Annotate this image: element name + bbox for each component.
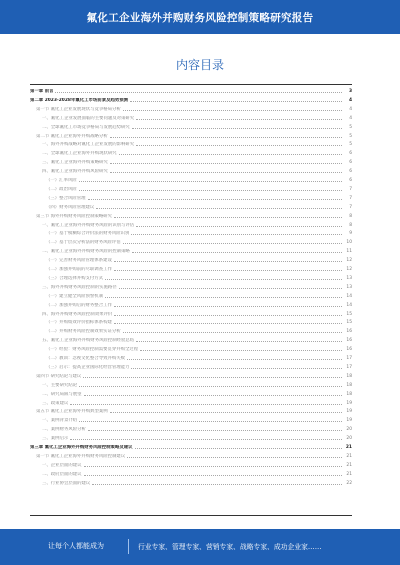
toc-page-number: 21 [345,445,352,450]
toc-leader-dots [96,208,342,209]
toc-entry[interactable] [30,175,352,183]
toc-page-number: 8 [349,222,352,228]
toc-page-number: 10 [346,240,352,246]
toc-leader-dots [119,154,342,155]
toc-entry[interactable] [30,362,352,370]
toc-entry-label: 二、氟化工企业海外并购财务风险的控制策略 [42,249,130,255]
toc-page-number: 16 [346,329,352,335]
toc-page-number: 5 [349,133,352,139]
toc-entry-label: 二、政府层面的建议 [42,471,82,477]
toc-entry-label: 一、氟化工企业发展面临的主要问题及对策研究 [42,115,135,121]
toc-page-number: 6 [349,151,352,157]
toc-entry[interactable] [30,246,352,254]
toc-entry-label: （三）启示：提高企业国际化经营管理能力 [46,364,130,370]
toc-entry[interactable] [30,469,352,477]
toc-entry-label: 三、案例启示 [42,436,69,442]
toc-page-number: 15 [346,320,352,326]
toc-page-number: 16 [346,347,352,353]
toc-leader-dots [110,137,342,138]
toc-entry[interactable] [30,415,352,423]
toc-page-number: 5 [349,142,352,148]
toc-entry[interactable] [30,202,352,210]
toc-heading: 内容目录 [175,58,224,72]
toc-entry-label: 五、氟化工企业海外并购财务风险控制经验总结 [42,338,135,344]
toc-entry-label: （三）整合风险管理 [46,195,86,201]
toc-entry-label: 二、全球氟化工市场竞争格局与发展趋势研究 [42,124,130,130]
toc-leader-dots [79,421,342,422]
toc-page-number: 4 [349,115,352,121]
toc-entry-label: 二、案例财务风险分析 [42,427,86,433]
toc-entry[interactable] [30,451,352,459]
toc-entry-label: 第一节 氟化工企业发展现状与竞争格局分析 [36,106,121,112]
toc-leader-dots [114,323,342,324]
toc-entry-label: （二）教训：忽视文化整合导致并购失败 [46,356,126,361]
toc-entry[interactable] [30,353,352,361]
toc-page-number: 18 [346,391,352,397]
toc-entry-label: 四、海外并购财务风险控制效果评价 [42,311,113,317]
toc-entry-label: （一）建立健全风险预警机制 [46,293,104,299]
toc-entry-label: （二）加强并购前的尽职调查工作 [46,267,112,272]
toc-entry-label: 二、研究局限与展望 [42,391,82,397]
toc-page-number: 19 [346,418,352,424]
toc-page-number: 11 [346,249,352,255]
header-bar [0,0,400,34]
toc-entry-label: 三、行业协会层面的建议 [42,480,91,486]
toc-leader-dots [55,92,342,93]
toc-page-number: 12 [346,267,352,272]
toc-entry[interactable] [30,211,352,219]
toc-entry[interactable] [30,184,352,192]
toc-entry-label: 第一节 氟化工企业海外并购财务风险控制建议 [36,453,126,459]
toc-leader-dots [136,226,342,227]
toc-page-number: 18 [346,373,352,379]
toc-page-number: 20 [346,427,352,433]
toc-entry[interactable] [30,193,352,201]
toc-leader-dots [123,332,342,333]
toc-leader-dots [114,306,342,307]
toc-entry-label: 第一章 前言 [30,89,54,94]
toc-page-number: 18 [346,382,352,388]
toc-entry[interactable] [30,309,352,317]
toc-entry-label: 一、氟化工企业海外并购财务风险的识别与评估 [42,222,135,228]
footer-slogan: 让每个人都能成为 [48,542,104,550]
toc-entry[interactable] [30,335,352,343]
toc-entry-label: （一）汇率风险 [46,178,77,183]
toc-entry[interactable] [30,139,352,147]
toc-entry[interactable] [30,433,352,441]
toc-page-number: 5 [349,124,352,130]
toc-entry-label: 一、案例背景介绍 [42,418,78,424]
toc-leader-dots [84,395,342,396]
toc-entry[interactable] [30,291,352,299]
toc-entry-label: 第二章 2023-2028年氟化工市场前景及趋势预测 [30,97,129,103]
toc-entry-label: （二）加强并购后的财务整合工作 [46,302,112,308]
toc-entry[interactable] [30,406,352,414]
footer-bar [0,529,400,565]
toc-page-number: 19 [346,400,352,406]
toc-entry-label: 四、氟化工企业海外并购风险研究 [42,169,108,175]
toc-entry[interactable] [30,344,352,352]
toc-chapter-entry[interactable] [30,95,352,103]
toc-page-number: 20 [346,436,352,442]
toc-entry-label: （二）基于层次分析法的财务风险评估 [46,240,121,246]
toc-leader-dots [136,119,342,120]
toc-page-number: 4 [349,106,352,112]
toc-entry[interactable] [30,273,352,281]
toc-leader-dots [83,377,342,378]
toc-leader-dots [132,128,342,129]
toc-page-number: 21 [346,453,352,459]
toc-leader-dots [92,484,342,485]
footer-roles: 行业专家、管理专家、营销专家、战略专家、成功企业家…… [138,543,322,551]
toc-entry-label: （二）政治风险 [46,186,77,192]
toc-page-number: 13 [346,275,352,281]
toc-page-number: 22 [346,480,352,486]
toc-page-number: 7 [349,186,352,192]
toc-page-number: 4 [348,97,352,103]
toc-page-number: 14 [346,293,352,299]
toc-leader-dots [132,252,342,253]
toc-chapter-entry[interactable] [30,86,352,94]
toc-entry-label: （二）并购财务风险控制效果实证分析 [46,329,121,335]
toc-entry-label: 三、氟化工企业海外并购策略研究 [42,160,108,166]
footer-divider [128,539,129,554]
toc-entry-label: 二、全球氟化工企业海外并购现状研究 [42,151,117,157]
toc-entry-label: 第五节 氟化工企业海外并购典型案例 [36,409,108,415]
toc-leader-dots [114,270,342,271]
toc-leader-dots [119,288,342,289]
toc-entry-label: 一、海外并购战略对氟化工企业发展的影响研究 [42,142,135,148]
toc-entry-label: （四）财务风险管理建议 [46,204,95,210]
toc-page-number: 6 [349,169,352,175]
toc-leader-dots [88,199,342,200]
toc-leader-dots [79,386,342,387]
toc-entry-label: 第二节 氟化工企业海外并购战略分析 [36,133,108,139]
toc-entry-label: 第三节 海外并购财务风险控制策略研究 [36,213,113,219]
toc-leader-dots [127,359,342,360]
toc-leader-dots [88,430,342,431]
toc-leader-dots [105,297,342,298]
toc-entry[interactable] [30,326,352,334]
toc-entry[interactable] [30,113,352,121]
toc-entry-label: （一）基于模糊综合评价法的财务风险识别 [46,231,130,237]
toc-entry[interactable] [30,282,352,290]
toc-leader-dots [114,217,342,218]
toc-entry[interactable] [30,389,352,397]
toc-leader-dots [123,243,342,244]
toc-entry-label: （一）完善财务风险管理体系建设 [46,258,112,264]
toc-page-number: 16 [346,338,352,344]
toc-page-number: 6 [349,178,352,183]
toc-entry-label: 一、企业层面的建议 [42,462,82,468]
toc-entry[interactable] [30,424,352,432]
toc-page-number: 6 [349,160,352,166]
toc-page-number: 8 [349,213,352,219]
toc-entry[interactable] [30,122,352,130]
toc-leader-dots [130,101,342,102]
toc-page-number: 17 [346,356,352,361]
toc-entry-label: 一、主要研究结论 [42,382,78,388]
toc-entry-label: （一）并购绩效评价指标体系构建 [46,320,112,326]
toc-page-number: 7 [349,204,352,210]
toc-entry[interactable] [30,104,352,112]
toc-entry-label: 第三章 氟化工企业海外并购财务风险控制策略及建议 [30,445,133,450]
toc-leader-dots [79,190,342,191]
toc-entry[interactable] [30,166,352,174]
toc-entry-label: 第四节 研究结论与建议 [36,373,82,379]
toc-page-number: 12 [346,258,352,264]
toc-leader-dots [114,261,342,262]
toc-entry[interactable] [30,157,352,165]
toc-page-number: 15 [346,311,352,317]
toc-entry-label: 三、政策建议 [42,400,69,406]
toc-leader-dots [84,466,342,467]
toc-entry[interactable] [30,478,352,486]
toc-page-number: 9 [349,231,352,237]
toc-entry[interactable] [30,131,352,139]
toc-leader-dots [79,181,342,182]
toc-leader-dots [136,341,342,342]
toc-leader-dots [136,145,342,146]
toc-page-number: 21 [346,471,352,477]
toc-entry-label: （一）经验：财务风险控制需要贯穿并购全过程 [46,347,139,353]
toc-entry[interactable] [30,148,352,156]
toc-entry[interactable] [30,255,352,263]
toc-leader-dots [110,412,342,413]
toc-entry[interactable] [30,264,352,272]
toc-entry[interactable] [30,317,352,325]
toc-entry[interactable] [30,380,352,388]
toc-entry[interactable] [30,371,352,379]
toc-leader-dots [110,163,342,164]
toc-leader-dots [70,439,342,440]
toc-page-number: 7 [349,195,352,201]
toc-page-number: 21 [346,462,352,468]
toc-leader-dots [127,457,342,458]
toc-entry[interactable] [30,300,352,308]
toc-page-number: 3 [348,89,352,94]
toc-entry[interactable] [30,237,352,245]
toc-leader-dots [70,404,342,405]
toc-leader-dots [84,475,342,476]
toc-entry[interactable] [30,228,352,236]
toc-page-number: 19 [346,409,352,415]
toc-entry[interactable] [30,398,352,406]
toc-page-number: 13 [346,284,352,290]
toc-entry[interactable] [30,220,352,228]
toc-bottom-rule [30,515,352,516]
toc-leader-dots [105,279,342,280]
toc-leader-dots [135,448,342,449]
toc-page-number: 17 [346,364,352,370]
toc-leader-dots [114,315,342,316]
toc-leader-dots [110,172,342,173]
toc-entry[interactable] [30,460,352,468]
document-title: 氟化工企业海外并购财务风险控制策略研究报告 [86,12,314,24]
toc-leader-dots [131,234,342,235]
toc-leader-dots [123,110,342,111]
toc-page-number: 14 [346,302,352,308]
toc-leader-dots [131,368,342,369]
toc-leader-dots [140,350,342,351]
toc-chapter-entry[interactable] [30,442,352,450]
toc-entry-label: （三）合理选择并购支付方式 [46,275,104,281]
table-of-contents [30,84,352,514]
toc-entry-label: 三、海外并购财务风险控制的实施路径 [42,284,117,290]
